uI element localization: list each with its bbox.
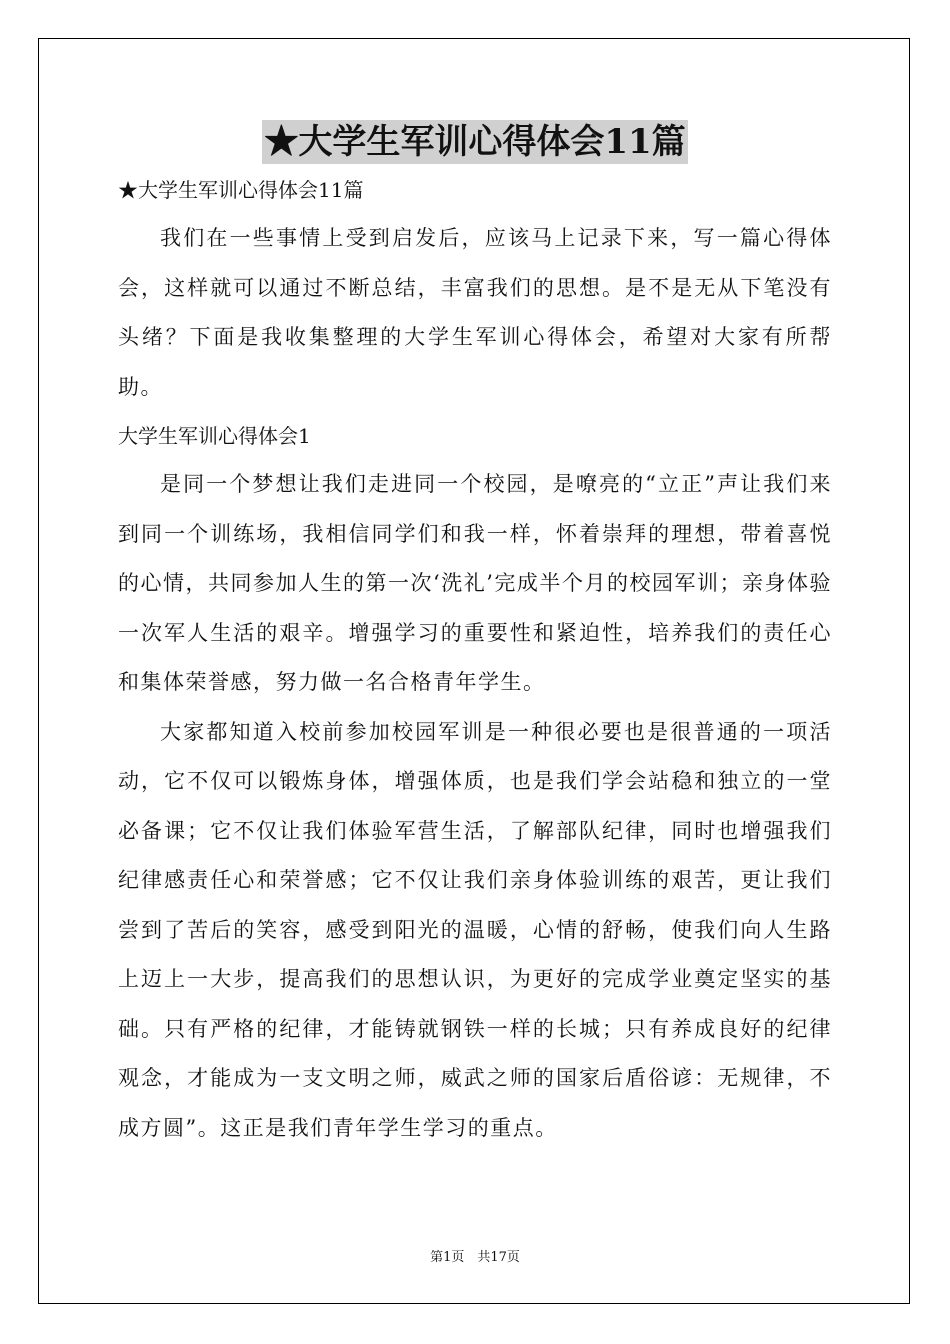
page-footer: 第1页 共17页 [430, 1250, 520, 1265]
document-title: ★大学生军训心得体会11篇 [264, 122, 686, 162]
title-wrap [118, 120, 832, 164]
body-paragraph-2: 大家都知道入校前参加校园军训是一种很必要也是很普通的一项活动，它不仅可以锻炼身体，增强体质，也是我们学会站稳和独立的一堂必备课；它不仅让我们体验军营生活，了解部队纪律，同时也增强我们纪律感责任心和荣誉感；它不仅让我们亲身体验训练的艰苦，更让我们尝到了苦后的笑容，感受到阳光的温暖，心情的舒畅，使我们向人生路上迈上一大步，提高我们的思想认识，为更好的完成学业奠定坚实的基础。只有严格的纪律，才能铸就钢铁一样的长城；只有养成良好的纪律观念，才能成为一支文明之师，威武之师的国家后盾俗谚：无规律，不成方圆”。这正是我们青年学生学习的重点。 [118, 719, 832, 1140]
section-heading: 大学生军训心得体会1 [118, 424, 311, 448]
document-subtitle: ★大学生军训心得体会11篇 [118, 178, 364, 202]
intro-paragraph: 我们在一些事情上受到启发后，应该马上记录下来，写一篇心得体会，这样就可以通过不断总结，丰富我们的思想。是不是无从下笔没有头绪？下面是我收集整理的大学生军训心得体会，希望对大家有所帮助。 [118, 226, 832, 399]
document-body [118, 120, 832, 1153]
body-paragraph-1: 是同一个梦想让我们走进同一个校园，是嘹亮的“立正”声让我们来到同一个训练场，我相信同学们和我一样，怀着崇拜的理想，带着喜悦的心情，共同参加人生的第一次‘洗礼’完成半个月的校园军训；亲身体验一次军人生活的艰辛。增强学习的重要性和紧迫性，培养我们的责任心和集体荣誉感，努力做一名合格青年学生。 [118, 472, 832, 694]
